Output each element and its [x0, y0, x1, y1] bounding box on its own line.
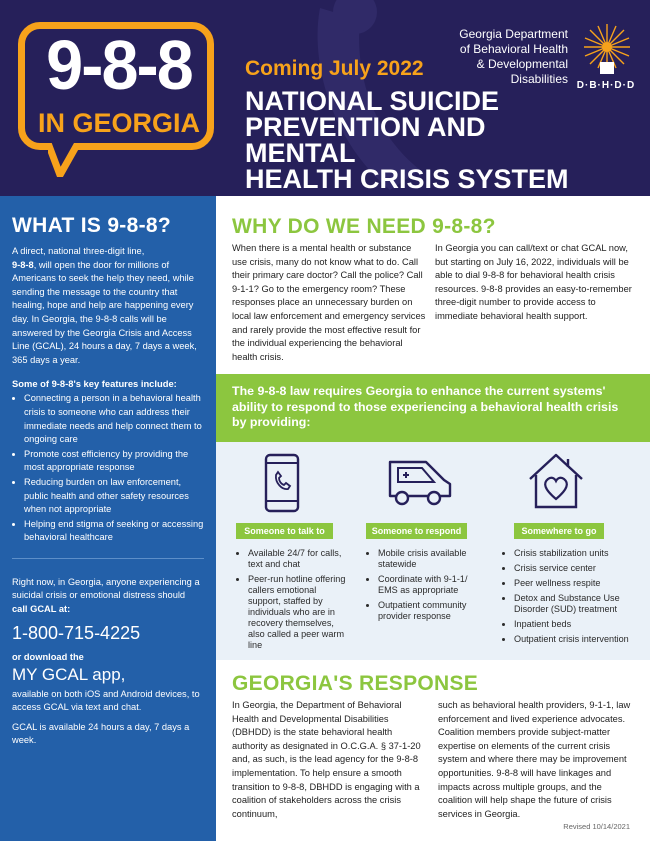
intro-start: A direct, national three-digit line,: [12, 246, 145, 256]
list-item: • Crisis service center: [514, 563, 637, 574]
my-gcal-app-name: MY GCAL app,: [12, 664, 126, 684]
in-georgia-label: IN GEORGIA: [37, 108, 200, 138]
what-is-988-heading: WHAT IS 9-8-8?: [12, 214, 171, 237]
download-label: or download the: [12, 651, 84, 662]
department-name: [420, 27, 568, 87]
what-is-988-paragraph: [12, 245, 204, 367]
dbhdd-star-logo-icon: [580, 22, 634, 78]
list-item: • Mobile crisis available statewide: [378, 548, 484, 570]
list-item: • Peer-run hotline offering callers emotional support, staffed by individuals who are in recovery themselves, also called a peer warm line: [248, 574, 351, 651]
someone-to-talk-to-pill: Someone to talk to: [236, 523, 333, 539]
talk-services-list: [236, 548, 351, 655]
page-title: [245, 88, 575, 192]
call-gcal-label: call GCAL at:: [12, 604, 71, 615]
dept-line-1: Georgia Department: [459, 27, 568, 41]
intro-bold-988: 9-8-8: [12, 259, 34, 270]
speech-bubble-tail: [48, 143, 88, 177]
coming-date: Coming July 2022: [245, 57, 424, 80]
intro-rest: , will open the door for millions of Americans to seek the help they need, while sending the message to the country that healing, hope and help are happening every day. In Georgia, the 9-8-8 calls will be answered by the Georgia Crisis and Access Line (GCAL), 24 hours a day, 7 days a week, 365 days a year.: [12, 259, 197, 365]
header-banner: [0, 0, 650, 196]
list-item: • Inpatient beds: [514, 619, 637, 630]
house-heart-icon: [524, 449, 588, 513]
list-item: • Promote cost efficiency by providing the most appropriate response: [24, 448, 204, 475]
left-sidebar: [0, 196, 216, 841]
law-banner-text: The 9-8-8 law requires Georgia to enhance the current systems' ability to respond to those experiencing a behavioral health crisis by providing:: [232, 384, 619, 429]
dept-line-2: of Behavioral Health: [459, 42, 568, 56]
gcal-phone-number[interactable]: 1-800-715-4225: [12, 622, 141, 643]
somewhere-to-go-pill: Somewhere to go: [514, 523, 604, 539]
divider: [12, 558, 204, 559]
why-heading: WHY DO WE NEED 9-8-8?: [232, 215, 496, 238]
list-item: • Outpatient community provider response: [378, 600, 484, 622]
why-paragraph-2: In Georgia you can call/text or chat GCAL now, but starting on July 16, 2022, individuals will be able to dial 9-8-8 for behavioral health crisis resources. 9-8-8 provides an easy-to-remember three-digit number to provide access to immediate behavioral health support.: [435, 243, 632, 321]
response-paragraph-1: In Georgia, the Department of Behavioral Health and Developmental Disabilities (DBHDD) is the state behavioral health authority as designated in O.C.G.A. § 37-1-20 and, as such, is the lead agency for the 9-8-8 implementation. To help ensure a smooth transition to 9-8-8, DBHDD is engaging with a coalition of stakeholders across the crisis continuum,: [232, 700, 421, 819]
list-item: • Detox and Substance Use Disorder (SUD) treatment: [514, 593, 637, 615]
key-features-heading: Some of 9-8-8's key features include:: [12, 378, 177, 390]
big-988-number: 9-8-8: [46, 26, 192, 104]
list-item: • Connecting a person in a behavioral health crisis to someone who can address their immediate needs and help connect them to ongoing care: [24, 392, 204, 446]
list-item: • Peer wellness respite: [514, 578, 637, 589]
revised-date: Revised 10/14/2021: [563, 822, 630, 831]
title-line-3: HEALTH CRISIS SYSTEM: [245, 164, 569, 194]
list-item: • Coordinate with 9-1-1/ EMS as appropriate: [378, 574, 484, 596]
list-item: • Available 24/7 for calls, text and chat: [248, 548, 351, 570]
list-item: • Outpatient crisis intervention: [514, 634, 637, 645]
someone-to-respond-pill: Someone to respond: [366, 523, 467, 539]
list-item: • Crisis stabilization units: [514, 548, 637, 559]
respond-services-list: [366, 548, 484, 626]
call-gcal-text: Right now, in Georgia, anyone experiencing a suicidal crisis or emotional distress should: [12, 576, 200, 601]
title-line-2: PREVENTION AND MENTAL: [245, 112, 486, 168]
title-line-1: NATIONAL SUICIDE: [245, 86, 500, 116]
ambulance-icon: [386, 456, 454, 508]
phone-icon: [262, 453, 302, 515]
response-heading: GEORGIA'S RESPONSE: [232, 672, 479, 695]
response-paragraph-2: such as behavioral health providers, 9-1-1, law enforcement and lived experience advocates. Coalition members provide subject-matter expertise on elements of the current crisis system and where there may be improvement opportunities. 9-8-8 will have linkages and impacts across multiple groups, and the coalition will help shape the future of crisis services in Georgia.: [438, 700, 631, 819]
dept-line-3: & Developmental: [476, 57, 568, 71]
gcal-availability: GCAL is available 24 hours a day, 7 days a week.: [12, 721, 190, 746]
key-features-list: [12, 392, 204, 545]
list-item: • Helping end stigma of seeking or accessing behavioral healthcare: [24, 518, 204, 545]
go-services-list: [502, 548, 637, 649]
why-paragraph-1: When there is a mental health or substance use crisis, many do not know what to do. Call their primary care doctor? Call the police? Call 9-1-1? Go to the emergency room? These responses place an unnecessary burden on local law enforcement and emergency services and rarely provide the most effective result for the individual experiencing the behavioral health crisis.: [232, 243, 426, 362]
list-item: • Reducing burden on law enforcement, public health and other safety resources when not appropriate: [24, 476, 204, 517]
dbhdd-logo-text: D·B·H·D·D: [576, 80, 636, 91]
app-description: available on both iOS and Android devices, to access GCAL via text and chat.: [12, 688, 200, 713]
dept-line-4: Disabilities: [510, 72, 568, 86]
